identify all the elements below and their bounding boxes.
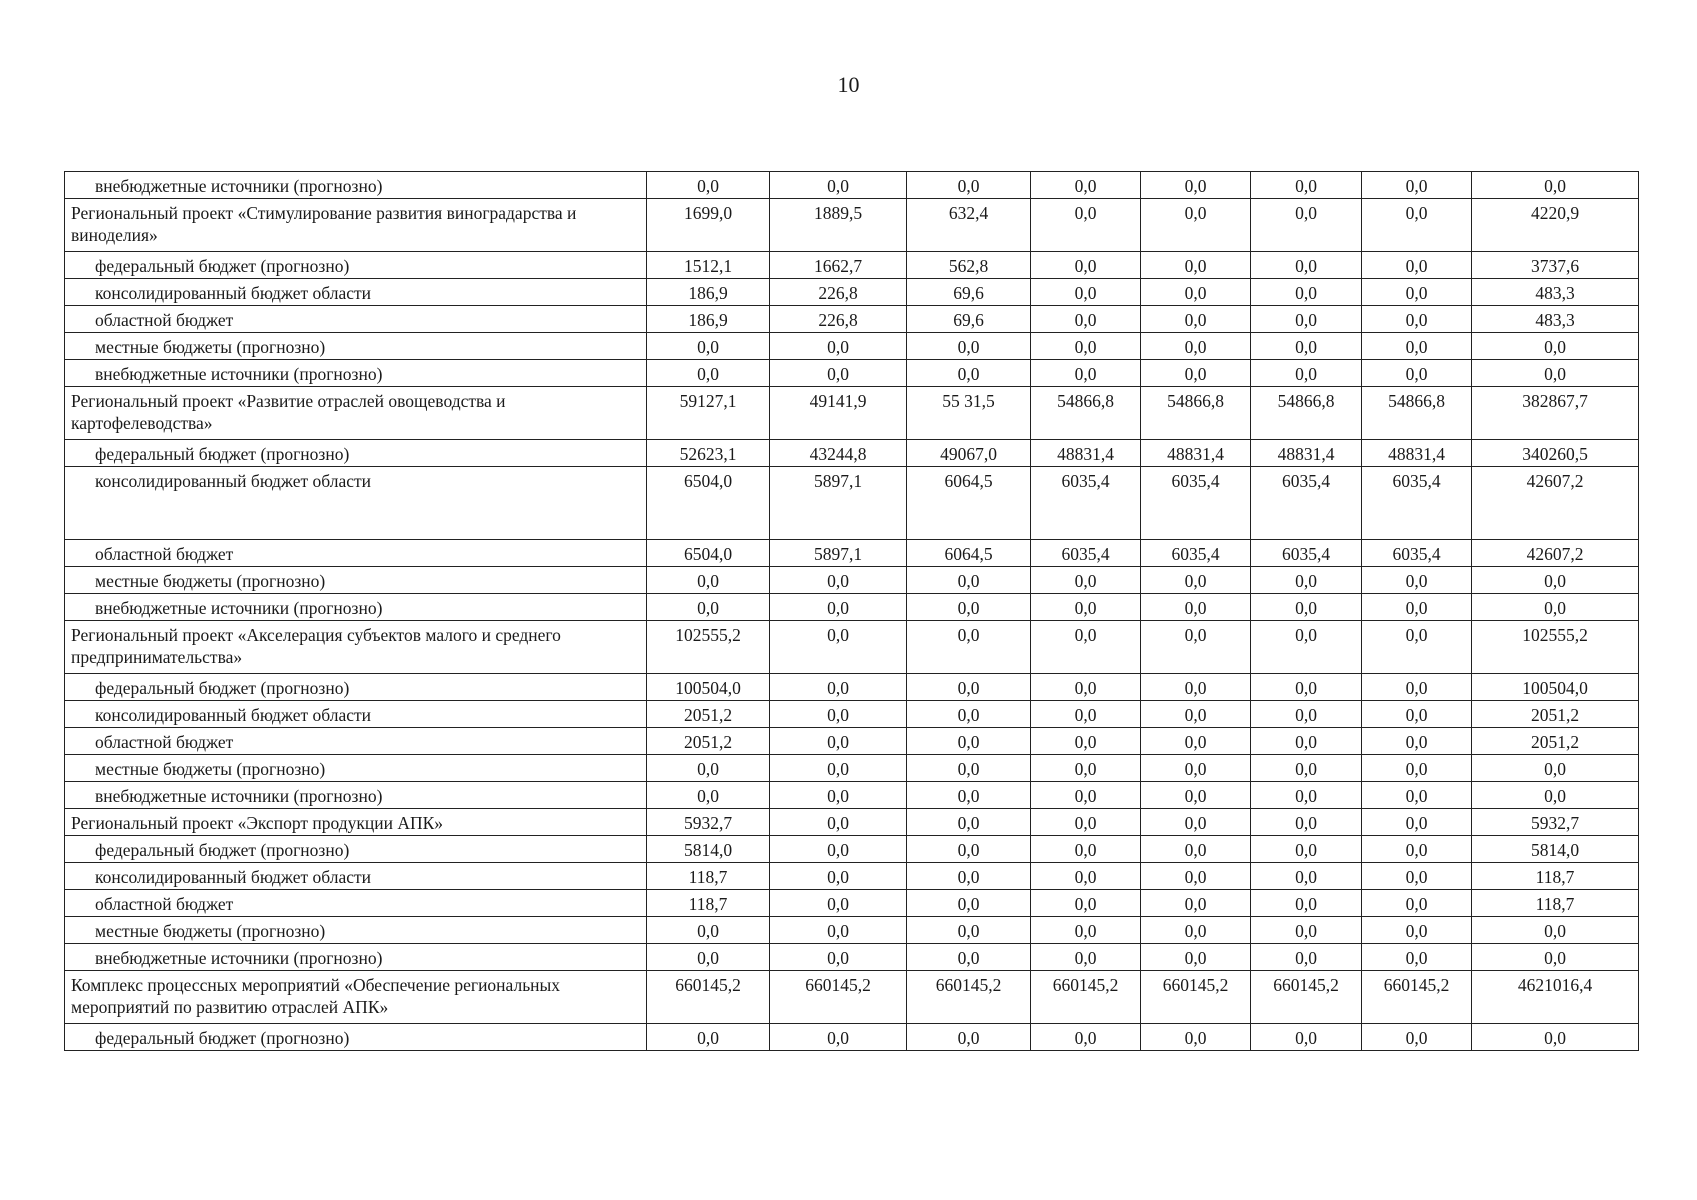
table-row bbox=[65, 279, 1639, 306]
value-cell: 0,0 bbox=[1362, 728, 1472, 755]
value-cell: 0,0 bbox=[770, 567, 907, 594]
row-label: Региональный проект «Экспорт продукции АПК» bbox=[65, 809, 647, 836]
value-cell: 660145,2 bbox=[1251, 971, 1362, 1024]
value-cell: 1889,5 bbox=[770, 199, 907, 252]
table-row bbox=[65, 440, 1639, 467]
value-cell: 54866,8 bbox=[1141, 387, 1251, 440]
table-row bbox=[65, 333, 1639, 360]
total-cell: 0,0 bbox=[1472, 944, 1639, 971]
row-label: консолидированный бюджет области bbox=[65, 467, 647, 540]
value-cell: 660145,2 bbox=[770, 971, 907, 1024]
value-cell: 0,0 bbox=[907, 701, 1031, 728]
value-cell: 49067,0 bbox=[907, 440, 1031, 467]
value-cell: 0,0 bbox=[1031, 199, 1141, 252]
value-cell: 0,0 bbox=[770, 621, 907, 674]
value-cell: 0,0 bbox=[1251, 172, 1362, 199]
value-cell: 0,0 bbox=[1362, 755, 1472, 782]
value-cell: 0,0 bbox=[1031, 360, 1141, 387]
value-cell: 0,0 bbox=[907, 917, 1031, 944]
value-cell: 0,0 bbox=[1031, 674, 1141, 701]
value-cell: 0,0 bbox=[1362, 333, 1472, 360]
value-cell: 0,0 bbox=[1251, 594, 1362, 621]
value-cell: 0,0 bbox=[907, 621, 1031, 674]
value-cell: 0,0 bbox=[770, 890, 907, 917]
value-cell: 0,0 bbox=[1362, 944, 1472, 971]
total-cell: 4220,9 bbox=[1472, 199, 1639, 252]
value-cell: 0,0 bbox=[1362, 809, 1472, 836]
row-label: федеральный бюджет (прогнозно) bbox=[65, 440, 647, 467]
value-cell: 0,0 bbox=[1251, 755, 1362, 782]
row-label: Региональный проект «Акселерация субъектов малого и среднего предпринимательства» bbox=[65, 621, 647, 674]
value-cell: 0,0 bbox=[1031, 333, 1141, 360]
value-cell: 0,0 bbox=[1251, 306, 1362, 333]
table-row bbox=[65, 917, 1639, 944]
value-cell: 6504,0 bbox=[647, 467, 770, 540]
value-cell: 0,0 bbox=[907, 567, 1031, 594]
table-row bbox=[65, 360, 1639, 387]
value-cell: 0,0 bbox=[647, 1024, 770, 1051]
value-cell: 0,0 bbox=[647, 782, 770, 809]
row-label: внебюджетные источники (прогнозно) bbox=[65, 360, 647, 387]
value-cell: 48831,4 bbox=[1141, 440, 1251, 467]
total-cell: 483,3 bbox=[1472, 279, 1639, 306]
value-cell: 0,0 bbox=[770, 360, 907, 387]
value-cell: 0,0 bbox=[907, 333, 1031, 360]
value-cell: 0,0 bbox=[1251, 333, 1362, 360]
value-cell: 0,0 bbox=[907, 944, 1031, 971]
row-label: местные бюджеты (прогнозно) bbox=[65, 917, 647, 944]
row-label: областной бюджет bbox=[65, 306, 647, 333]
value-cell: 6504,0 bbox=[647, 540, 770, 567]
total-cell: 118,7 bbox=[1472, 890, 1639, 917]
row-label: Региональный проект «Развитие отраслей овощеводства и картофелеводства» bbox=[65, 387, 647, 440]
value-cell: 0,0 bbox=[1251, 917, 1362, 944]
table-row-project bbox=[65, 809, 1639, 836]
value-cell: 0,0 bbox=[1362, 567, 1472, 594]
row-label: местные бюджеты (прогнозно) bbox=[65, 333, 647, 360]
value-cell: 69,6 bbox=[907, 306, 1031, 333]
value-cell: 0,0 bbox=[907, 360, 1031, 387]
value-cell: 59127,1 bbox=[647, 387, 770, 440]
value-cell: 0,0 bbox=[647, 944, 770, 971]
value-cell: 0,0 bbox=[1251, 701, 1362, 728]
row-label: Комплекс процессных мероприятий «Обеспечение региональных мероприятий по развитию отраслей АПК» bbox=[65, 971, 647, 1024]
total-cell: 0,0 bbox=[1472, 567, 1639, 594]
value-cell: 52623,1 bbox=[647, 440, 770, 467]
value-cell: 54866,8 bbox=[1251, 387, 1362, 440]
value-cell: 0,0 bbox=[1031, 755, 1141, 782]
value-cell: 0,0 bbox=[1141, 333, 1251, 360]
value-cell: 0,0 bbox=[1031, 252, 1141, 279]
row-label: федеральный бюджет (прогнозно) bbox=[65, 674, 647, 701]
value-cell: 0,0 bbox=[1031, 621, 1141, 674]
value-cell: 0,0 bbox=[1362, 917, 1472, 944]
value-cell: 0,0 bbox=[907, 674, 1031, 701]
value-cell: 0,0 bbox=[1251, 890, 1362, 917]
value-cell: 0,0 bbox=[907, 755, 1031, 782]
value-cell: 118,7 bbox=[647, 890, 770, 917]
table-row bbox=[65, 540, 1639, 567]
value-cell: 0,0 bbox=[1031, 701, 1141, 728]
value-cell: 0,0 bbox=[1141, 172, 1251, 199]
value-cell: 0,0 bbox=[907, 863, 1031, 890]
value-cell: 0,0 bbox=[907, 836, 1031, 863]
value-cell: 0,0 bbox=[907, 594, 1031, 621]
row-label: внебюджетные источники (прогнозно) bbox=[65, 782, 647, 809]
value-cell: 0,0 bbox=[647, 755, 770, 782]
value-cell: 632,4 bbox=[907, 199, 1031, 252]
value-cell: 1699,0 bbox=[647, 199, 770, 252]
value-cell: 0,0 bbox=[647, 594, 770, 621]
value-cell: 0,0 bbox=[1362, 621, 1472, 674]
value-cell: 0,0 bbox=[1141, 701, 1251, 728]
value-cell: 0,0 bbox=[1141, 621, 1251, 674]
value-cell: 2051,2 bbox=[647, 701, 770, 728]
value-cell: 0,0 bbox=[770, 809, 907, 836]
value-cell: 5932,7 bbox=[647, 809, 770, 836]
value-cell: 0,0 bbox=[1141, 199, 1251, 252]
value-cell: 0,0 bbox=[1031, 890, 1141, 917]
budget-table-body bbox=[65, 172, 1639, 1051]
row-label: Региональный проект «Стимулирование развития виноградарства и виноделия» bbox=[65, 199, 647, 252]
total-cell: 5932,7 bbox=[1472, 809, 1639, 836]
value-cell: 0,0 bbox=[1251, 567, 1362, 594]
value-cell: 0,0 bbox=[1251, 1024, 1362, 1051]
value-cell: 0,0 bbox=[1141, 809, 1251, 836]
value-cell: 0,0 bbox=[1362, 172, 1472, 199]
value-cell: 660145,2 bbox=[1141, 971, 1251, 1024]
value-cell: 0,0 bbox=[1141, 594, 1251, 621]
value-cell: 48831,4 bbox=[1251, 440, 1362, 467]
value-cell: 0,0 bbox=[1141, 252, 1251, 279]
value-cell: 0,0 bbox=[770, 333, 907, 360]
value-cell: 0,0 bbox=[1362, 306, 1472, 333]
value-cell: 6035,4 bbox=[1362, 467, 1472, 540]
value-cell: 0,0 bbox=[770, 674, 907, 701]
table-row bbox=[65, 782, 1639, 809]
value-cell: 0,0 bbox=[1031, 1024, 1141, 1051]
value-cell: 0,0 bbox=[1141, 306, 1251, 333]
total-cell: 4621016,4 bbox=[1472, 971, 1639, 1024]
value-cell: 186,9 bbox=[647, 279, 770, 306]
value-cell: 54866,8 bbox=[1362, 387, 1472, 440]
value-cell: 0,0 bbox=[907, 728, 1031, 755]
total-cell: 0,0 bbox=[1472, 594, 1639, 621]
total-cell: 3737,6 bbox=[1472, 252, 1639, 279]
value-cell: 0,0 bbox=[1362, 1024, 1472, 1051]
row-label: внебюджетные источники (прогнозно) bbox=[65, 944, 647, 971]
row-label: федеральный бюджет (прогнозно) bbox=[65, 836, 647, 863]
value-cell: 118,7 bbox=[647, 863, 770, 890]
total-cell: 42607,2 bbox=[1472, 467, 1639, 540]
value-cell: 0,0 bbox=[1251, 621, 1362, 674]
table-row-project bbox=[65, 199, 1639, 252]
value-cell: 6035,4 bbox=[1141, 540, 1251, 567]
row-label: консолидированный бюджет области bbox=[65, 863, 647, 890]
value-cell: 0,0 bbox=[1031, 728, 1141, 755]
table-row-project bbox=[65, 621, 1639, 674]
value-cell: 6035,4 bbox=[1251, 467, 1362, 540]
row-label: внебюджетные источники (прогнозно) bbox=[65, 172, 647, 199]
table-row bbox=[65, 306, 1639, 333]
row-label: федеральный бюджет (прогнозно) bbox=[65, 1024, 647, 1051]
total-cell: 0,0 bbox=[1472, 360, 1639, 387]
value-cell: 660145,2 bbox=[1362, 971, 1472, 1024]
value-cell: 660145,2 bbox=[1031, 971, 1141, 1024]
value-cell: 0,0 bbox=[1362, 701, 1472, 728]
value-cell: 0,0 bbox=[1031, 944, 1141, 971]
row-label: федеральный бюджет (прогнозно) bbox=[65, 252, 647, 279]
table-row bbox=[65, 755, 1639, 782]
total-cell: 100504,0 bbox=[1472, 674, 1639, 701]
table-row bbox=[65, 1024, 1639, 1051]
value-cell: 48831,4 bbox=[1031, 440, 1141, 467]
value-cell: 0,0 bbox=[770, 172, 907, 199]
total-cell: 483,3 bbox=[1472, 306, 1639, 333]
value-cell: 562,8 bbox=[907, 252, 1031, 279]
value-cell: 6064,5 bbox=[907, 467, 1031, 540]
row-label: местные бюджеты (прогнозно) bbox=[65, 567, 647, 594]
value-cell: 0,0 bbox=[1251, 944, 1362, 971]
value-cell: 0,0 bbox=[1251, 728, 1362, 755]
total-cell: 0,0 bbox=[1472, 172, 1639, 199]
value-cell: 660145,2 bbox=[647, 971, 770, 1024]
value-cell: 100504,0 bbox=[647, 674, 770, 701]
value-cell: 0,0 bbox=[1362, 863, 1472, 890]
value-cell: 0,0 bbox=[1362, 890, 1472, 917]
value-cell: 0,0 bbox=[770, 728, 907, 755]
row-label: областной бюджет bbox=[65, 728, 647, 755]
value-cell: 54866,8 bbox=[1031, 387, 1141, 440]
table-row bbox=[65, 944, 1639, 971]
value-cell: 0,0 bbox=[1031, 594, 1141, 621]
value-cell: 0,0 bbox=[770, 836, 907, 863]
value-cell: 0,0 bbox=[1141, 728, 1251, 755]
table-row bbox=[65, 701, 1639, 728]
total-cell: 382867,7 bbox=[1472, 387, 1639, 440]
row-label: консолидированный бюджет области bbox=[65, 279, 647, 306]
table-row bbox=[65, 863, 1639, 890]
value-cell: 0,0 bbox=[1141, 755, 1251, 782]
table-row bbox=[65, 890, 1639, 917]
value-cell: 0,0 bbox=[1251, 782, 1362, 809]
value-cell: 0,0 bbox=[1031, 306, 1141, 333]
value-cell: 0,0 bbox=[1251, 279, 1362, 306]
value-cell: 0,0 bbox=[1031, 863, 1141, 890]
table-row-project bbox=[65, 387, 1639, 440]
value-cell: 0,0 bbox=[1141, 674, 1251, 701]
value-cell: 0,0 bbox=[647, 172, 770, 199]
value-cell: 6035,4 bbox=[1031, 467, 1141, 540]
total-cell: 0,0 bbox=[1472, 917, 1639, 944]
value-cell: 0,0 bbox=[907, 172, 1031, 199]
value-cell: 0,0 bbox=[1251, 836, 1362, 863]
table-row bbox=[65, 728, 1639, 755]
row-label: внебюджетные источники (прогнозно) bbox=[65, 594, 647, 621]
total-cell: 2051,2 bbox=[1472, 728, 1639, 755]
total-cell: 42607,2 bbox=[1472, 540, 1639, 567]
value-cell: 0,0 bbox=[1362, 360, 1472, 387]
value-cell: 0,0 bbox=[1141, 1024, 1251, 1051]
row-label: местные бюджеты (прогнозно) bbox=[65, 755, 647, 782]
value-cell: 0,0 bbox=[1141, 863, 1251, 890]
value-cell: 0,0 bbox=[647, 360, 770, 387]
table-row bbox=[65, 594, 1639, 621]
value-cell: 0,0 bbox=[647, 917, 770, 944]
value-cell: 6035,4 bbox=[1362, 540, 1472, 567]
total-cell: 0,0 bbox=[1472, 333, 1639, 360]
value-cell: 0,0 bbox=[1251, 252, 1362, 279]
row-label: областной бюджет bbox=[65, 890, 647, 917]
total-cell: 340260,5 bbox=[1472, 440, 1639, 467]
value-cell: 0,0 bbox=[770, 863, 907, 890]
page-number: 10 bbox=[837, 72, 860, 97]
row-label: консолидированный бюджет области bbox=[65, 701, 647, 728]
value-cell: 0,0 bbox=[907, 782, 1031, 809]
value-cell: 102555,2 bbox=[647, 621, 770, 674]
table-row bbox=[65, 674, 1639, 701]
value-cell: 6035,4 bbox=[1141, 467, 1251, 540]
value-cell: 48831,4 bbox=[1362, 440, 1472, 467]
table-row bbox=[65, 172, 1639, 199]
value-cell: 226,8 bbox=[770, 306, 907, 333]
value-cell: 0,0 bbox=[770, 782, 907, 809]
value-cell: 5814,0 bbox=[647, 836, 770, 863]
value-cell: 226,8 bbox=[770, 279, 907, 306]
value-cell: 6035,4 bbox=[1031, 540, 1141, 567]
value-cell: 1662,7 bbox=[770, 252, 907, 279]
value-cell: 0,0 bbox=[1141, 944, 1251, 971]
value-cell: 186,9 bbox=[647, 306, 770, 333]
value-cell: 0,0 bbox=[1362, 279, 1472, 306]
value-cell: 0,0 bbox=[1251, 199, 1362, 252]
value-cell: 0,0 bbox=[1141, 890, 1251, 917]
value-cell: 0,0 bbox=[1362, 199, 1472, 252]
total-cell: 0,0 bbox=[1472, 755, 1639, 782]
value-cell: 0,0 bbox=[1362, 674, 1472, 701]
value-cell: 0,0 bbox=[1141, 782, 1251, 809]
value-cell: 0,0 bbox=[1251, 809, 1362, 836]
value-cell: 0,0 bbox=[1251, 674, 1362, 701]
value-cell: 0,0 bbox=[770, 944, 907, 971]
total-cell: 102555,2 bbox=[1472, 621, 1639, 674]
value-cell: 0,0 bbox=[1141, 279, 1251, 306]
value-cell: 0,0 bbox=[770, 594, 907, 621]
value-cell: 0,0 bbox=[1031, 279, 1141, 306]
value-cell: 2051,2 bbox=[647, 728, 770, 755]
total-cell: 0,0 bbox=[1472, 1024, 1639, 1051]
value-cell: 0,0 bbox=[1031, 809, 1141, 836]
value-cell: 0,0 bbox=[770, 755, 907, 782]
table-row bbox=[65, 836, 1639, 863]
value-cell: 0,0 bbox=[1031, 917, 1141, 944]
value-cell: 0,0 bbox=[1141, 917, 1251, 944]
value-cell: 0,0 bbox=[1251, 863, 1362, 890]
value-cell: 0,0 bbox=[1141, 836, 1251, 863]
value-cell: 0,0 bbox=[647, 333, 770, 360]
value-cell: 6064,5 bbox=[907, 540, 1031, 567]
value-cell: 5897,1 bbox=[770, 467, 907, 540]
value-cell: 0,0 bbox=[1362, 836, 1472, 863]
total-cell: 5814,0 bbox=[1472, 836, 1639, 863]
value-cell: 5897,1 bbox=[770, 540, 907, 567]
table-row bbox=[65, 567, 1639, 594]
budget-table bbox=[64, 171, 1639, 1051]
value-cell: 0,0 bbox=[1141, 360, 1251, 387]
value-cell: 0,0 bbox=[1251, 360, 1362, 387]
value-cell: 49141,9 bbox=[770, 387, 907, 440]
value-cell: 0,0 bbox=[1031, 782, 1141, 809]
value-cell: 55 31,5 bbox=[907, 387, 1031, 440]
value-cell: 0,0 bbox=[907, 809, 1031, 836]
table-row bbox=[65, 252, 1639, 279]
value-cell: 0,0 bbox=[1362, 594, 1472, 621]
value-cell: 0,0 bbox=[1362, 252, 1472, 279]
value-cell: 0,0 bbox=[1031, 567, 1141, 594]
value-cell: 660145,2 bbox=[907, 971, 1031, 1024]
table-row bbox=[65, 467, 1639, 540]
total-cell: 2051,2 bbox=[1472, 701, 1639, 728]
row-label: областной бюджет bbox=[65, 540, 647, 567]
value-cell: 0,0 bbox=[770, 1024, 907, 1051]
value-cell: 0,0 bbox=[647, 567, 770, 594]
value-cell: 0,0 bbox=[907, 1024, 1031, 1051]
table-row-project bbox=[65, 971, 1639, 1024]
value-cell: 6035,4 bbox=[1251, 540, 1362, 567]
value-cell: 0,0 bbox=[1031, 836, 1141, 863]
value-cell: 43244,8 bbox=[770, 440, 907, 467]
total-cell: 118,7 bbox=[1472, 863, 1639, 890]
value-cell: 1512,1 bbox=[647, 252, 770, 279]
value-cell: 0,0 bbox=[1141, 567, 1251, 594]
value-cell: 0,0 bbox=[770, 701, 907, 728]
value-cell: 69,6 bbox=[907, 279, 1031, 306]
value-cell: 0,0 bbox=[907, 890, 1031, 917]
total-cell: 0,0 bbox=[1472, 782, 1639, 809]
value-cell: 0,0 bbox=[1362, 782, 1472, 809]
value-cell: 0,0 bbox=[1031, 172, 1141, 199]
value-cell: 0,0 bbox=[770, 917, 907, 944]
